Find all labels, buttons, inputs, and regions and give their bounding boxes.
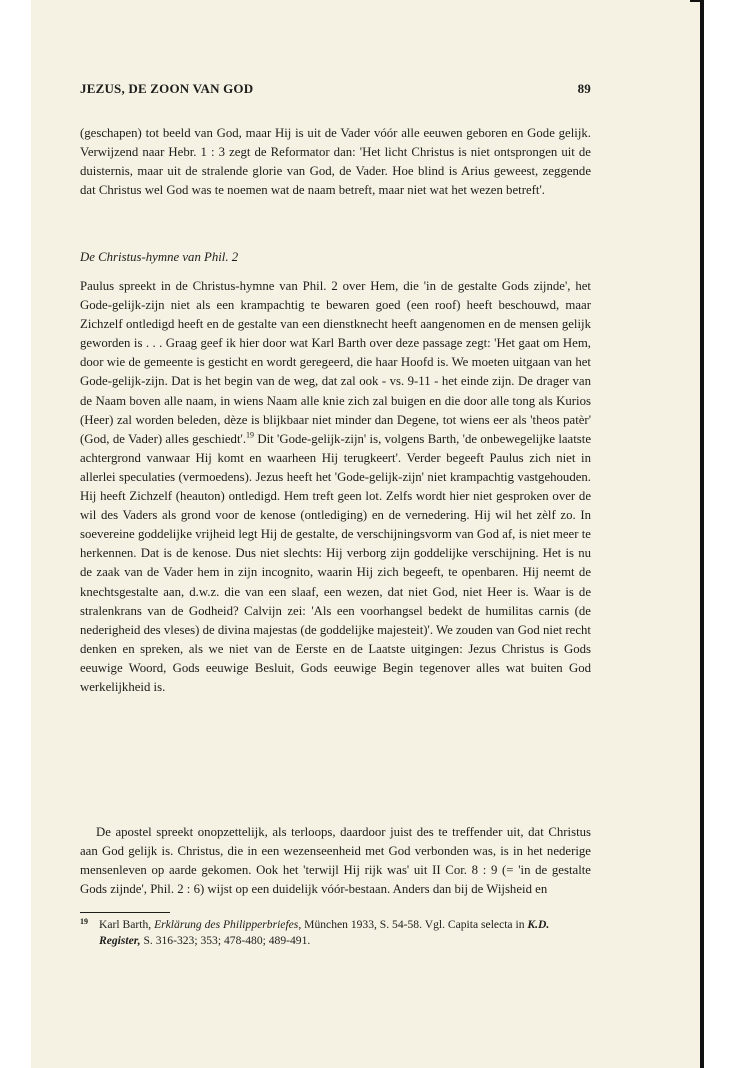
footnote-register-title: K.D. Register, bbox=[99, 918, 550, 947]
paragraph-2-text: Paulus spreekt in de Christus-hymne van Phil. 2 over Hem, die 'in de gestalte Gods zijnde', het Gode-gelijk-zijn niet als een krampachtig te bewaren goed (een roof) heeft beschouwd, maar Zichzelf ontledigd heeft en de gestalte van een dienstknecht heeft aangenomen en de mensen gelijk geworden is . . . Graag geef ik hier door wat Karl Barth over deze passage zegt: 'Het gaat om Hem, door wie de gemeente is gesticht en wordt geregeerd, die haar Hoofd is. We moeten uitgaan van het Gode-gelijk-zijn. Dat is het begin van de weg, dat zal ook - vs. 9-11 - het einde zijn. De drager van de Naam boven alle naam, in wiens Naam alle knie zich zal buigen en die door alle tong als Kurios (Heer) zal worden beleden, dèze is blijkbaar niet minder dan Degene, tot wiens eer als 'theos patèr' (God, de Vader) alles geschiedt'. bbox=[80, 279, 591, 446]
paragraph-2 bbox=[80, 277, 591, 697]
footnote-details: München 1933, S. 54-58. Vgl. Capita selecta in bbox=[304, 918, 525, 931]
footnote-divider bbox=[80, 912, 170, 913]
footnote bbox=[80, 917, 591, 949]
paragraph-2-continued: Dit 'Gode-gelijk-zijn' is, volgens Barth, 'de onbewegelijke laatste achtergrond vanwaar Hij komt en waarheen Hij terugkeert'. Verder begeeft Paulus zich niet in allerlei speculaties (vermoedens). Jezus heeft het 'Gode-gelijk-zijn' niet krampachtig vastgehouden. Hij heeft Zichzelf (heauton) ontledigd. Hem treft geen lot. Zelfs wordt hier niet gesproken over de wil des Vaders als grond voor de kenose (ontlediging) en de vernedering. Hij wil het zèlf zo. In soevereine goddelijke vrijheid legt Hij de gestalte, de verschijningsvorm van God af, is niet meer te herkennen. Dat is de kenose. Dus niet slechts: Hij verborg zijn goddelijke verschijning. Het is nu de zaak van de Vader hem in zijn incognito, waarin Hij zich begeeft, te openbaren. Hij neemt de knechtsgestalte aan, d.w.z. die van een slaaf, een wezen, dat niet God, niet Heer is. Waar is de stralenkrans van de Godheid? Calvijn zei: 'Als een voorhangsel bedekt de humilitas carnis (de nederigheid des vleses) de divina majestas (de goddelijke majesteit)'. We zouden van God niet recht denken en spreken, als we niet van de Eerste en de Laatste uitgingen: Jezus Christus is Gods eeuwige Woord, Gods eeuwige Besluit, Gods eeuwige Begin tegenover alles wat buiten God werkelijkheid is. bbox=[80, 431, 592, 694]
page-number: 89 bbox=[577, 81, 591, 96]
footnote-number: 19 bbox=[80, 917, 88, 926]
scan-edge-shadow bbox=[700, 0, 704, 1068]
running-header bbox=[80, 81, 591, 99]
paragraph-3: De apostel spreekt onopzettelijk, als terloops, daardoor juist des te treffender uit, dat Christus aan God gelijk is. Christus, die in een wezenseenheid met God verbonden was, is in het nederige mensenleven op aarde gekomen. Ook het 'terwijl Hij rijk was' uit II Cor. 8 : 9 (= 'in de gestalte Gods zijnde', Phil. 2 : 6) wijst op een duidelijk vóór-bestaan. Anders dan bij de Wijsheid en bbox=[80, 825, 591, 897]
footnote-work-title: Erklärung des Philipperbriefes, bbox=[154, 918, 302, 931]
scan-edge-notch bbox=[690, 0, 704, 2]
section-heading: De Christus-hymne van Phil. 2 bbox=[80, 250, 239, 264]
footnote-reference[interactable]: 19 bbox=[246, 430, 255, 440]
footnote-pages: S. 316-323; 353; 478-480; 489-491. bbox=[143, 934, 311, 947]
footnote-author: Karl Barth, bbox=[99, 918, 152, 931]
chapter-title: JEZUS, DE ZOON VAN GOD bbox=[80, 81, 254, 96]
paragraph-1: (geschapen) tot beeld van God, maar Hij is uit de Vader vóór alle eeuwen geboren en Gode gelijk. Verwijzend naar Hebr. 1 : 3 zegt de Reformator dan: 'Het licht Christus is niet ontsprongen uit de duisternis, maar uit de stralende glorie van God, de Vader. Hoe blind is Arius geweest, zeggende dat Christus wel God was te noemen wat de naam betreft, maar niet wat het wezen betreft'. bbox=[80, 126, 591, 198]
